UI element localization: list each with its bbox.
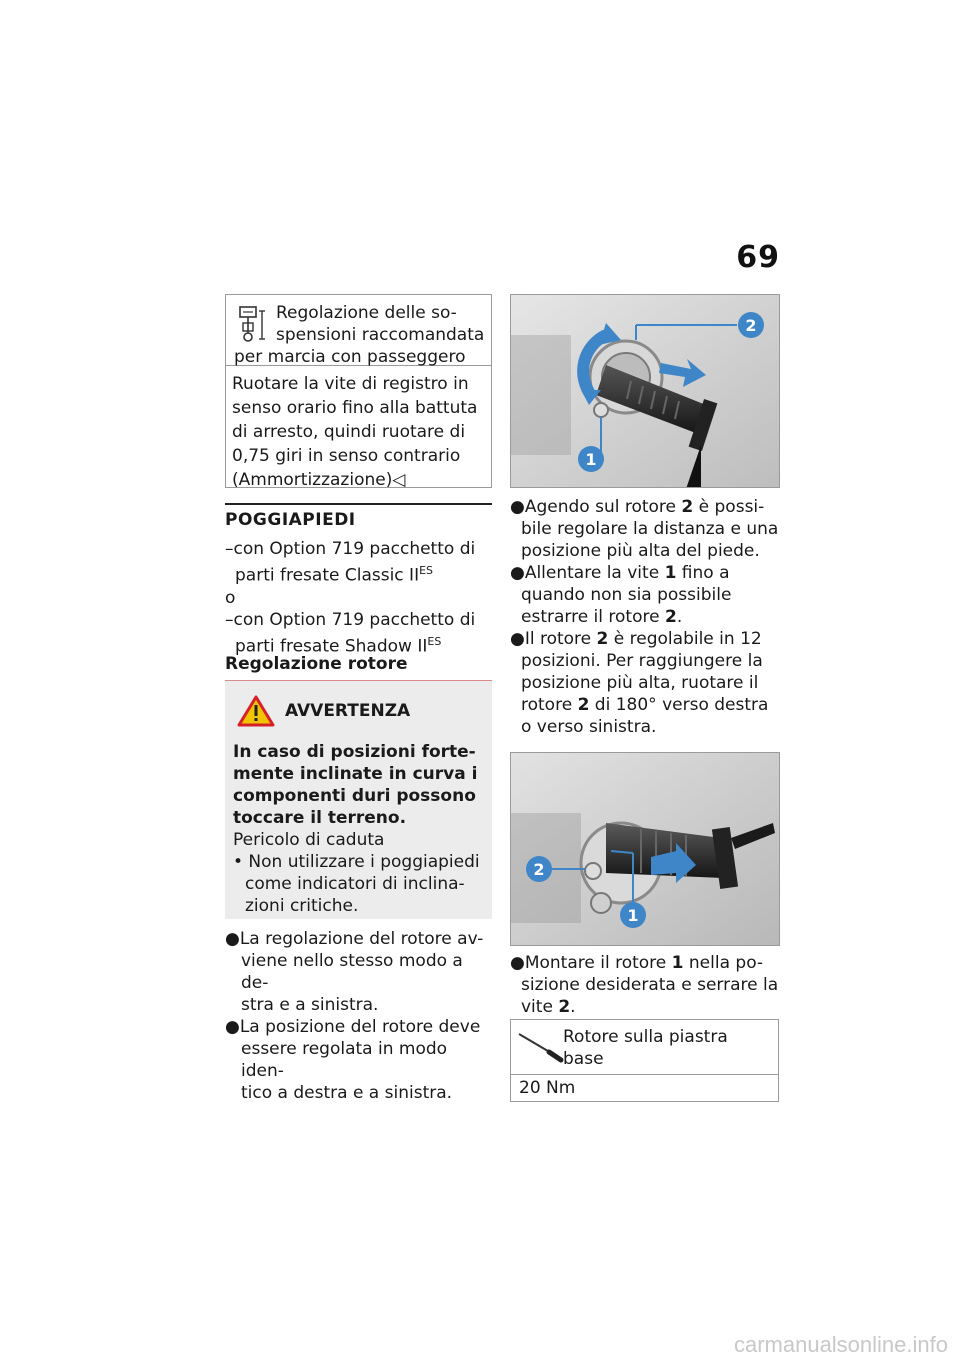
warning-instruction: • Non utilizzare i poggiapiedi come indicatori di inclina- zioni critiche. — [233, 852, 480, 916]
warning-title: AVVERTENZA — [285, 701, 411, 721]
rotor-mounting-illustration — [511, 753, 780, 946]
left-bullet-list — [225, 928, 492, 1104]
right-bullet-list-b — [510, 952, 780, 1018]
list-item: ●La regolazione del rotore av- viene nello stesso modo a de- stra e a sinistra. — [225, 929, 484, 1015]
spec-body-line: 0,75 giri in senso contrario — [232, 446, 461, 466]
watermark: carmanualsonline.info — [733, 1332, 948, 1357]
option-list — [225, 538, 492, 657]
callout-label-1: 1 — [585, 450, 597, 469]
list-item: ●Agendo sul rotore 2 è possi- bile regolare la distanza e una posizione più alta del piede. — [510, 497, 779, 561]
spec-title-line3: per marcia con passeggero — [234, 347, 466, 367]
warning-box — [225, 681, 492, 919]
spec-box-body — [226, 366, 491, 498]
spec-body-line: Ruotare la vite di registro in — [232, 374, 469, 394]
torque-value: 20 Nm — [519, 1078, 576, 1098]
right-bullet-list-a — [510, 496, 780, 738]
option-item: –con Option 719 pacchetto di parti fresate Classic $II^{ES}$ — [225, 539, 476, 586]
warning-icon — [237, 695, 275, 727]
callout-label-1: 1 — [627, 906, 639, 925]
callout-label-2: 2 — [745, 316, 757, 335]
torque-spec-box — [510, 1019, 779, 1102]
spec-body-line: di arresto, quindi ruotare di — [232, 422, 466, 442]
warning-header — [237, 695, 482, 727]
page-number: 69 — [736, 240, 780, 275]
spec-body-line: (Ammortizzazione)◁ — [232, 470, 406, 490]
rotor-mounting-photo — [510, 752, 780, 946]
warning-hazard: Pericolo di caduta — [233, 830, 385, 850]
spec-title-line2: spensioni raccomandata — [276, 325, 485, 345]
warning-statement: In caso di posizioni forte- mente inclinate in curva i componenti duri possono toccare il terreno. — [233, 742, 478, 828]
option-or: o — [225, 587, 236, 608]
list-item: ●La posizione del rotore deve essere regolata in modo iden- tico a destra e a sinistra. — [225, 1017, 481, 1103]
list-item: ●Montare il rotore 1 nella po- sizione desiderata e serrare la vite 2. — [510, 953, 779, 1017]
torque-title: Rotore sulla piastra base — [563, 1027, 728, 1069]
spec-body-line: senso orario fino alla battuta — [232, 398, 478, 418]
spec-box — [225, 294, 492, 488]
spec-box-header — [226, 295, 491, 366]
list-item: ●Il rotore 2 è regolabile in 12 posizioni. Per raggiungere la posizione più alta, ruotare il rotore 2 di 180° verso destra o verso sinistra. — [510, 629, 769, 737]
subsection-title: Regolazione rotore — [225, 654, 408, 674]
callout-label-2: 2 — [533, 860, 545, 879]
footrest-illustration — [511, 295, 780, 488]
option-item: –con Option 719 pacchetto di parti fresate Shadow $II^{ES}$ — [225, 609, 476, 657]
section-rule — [225, 503, 492, 505]
list-item: ●Allentare la vite 1 fino a quando non sia possibile estrarre il rotore 2. — [510, 563, 732, 627]
spec-title-line1: Regolazione delle so- — [276, 303, 457, 323]
section-title: POGGIAPIEDI — [225, 510, 356, 530]
torque-wrench-icon — [515, 1030, 565, 1064]
suspension-icon — [234, 303, 270, 351]
footrest-rotor-photo — [510, 294, 780, 488]
torque-spec-header — [511, 1020, 778, 1075]
